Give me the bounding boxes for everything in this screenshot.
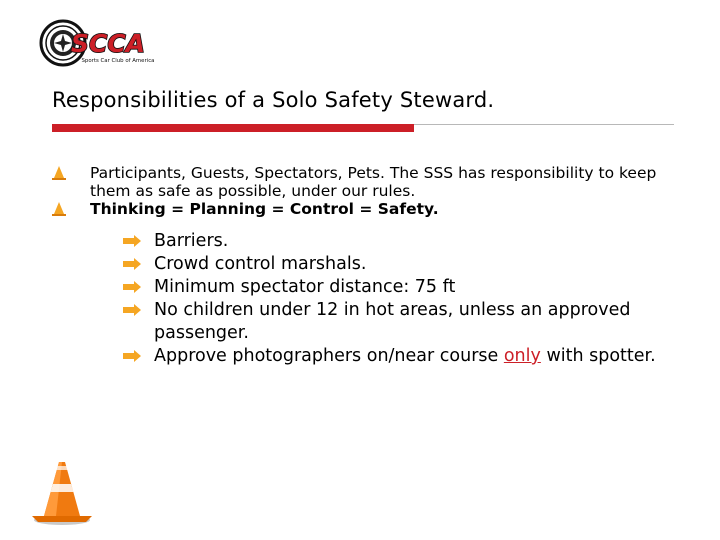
bullet-text: Participants, Guests, Spectators, Pets. The SSS has responsibility to keep them as safe as possible, under our rules. <box>90 164 657 200</box>
list-item <box>50 164 690 200</box>
list-item <box>122 276 682 299</box>
arrow-bullet-icon <box>122 257 142 271</box>
bullet-list <box>50 164 690 218</box>
bullet-text: Thinking = Planning = Control = Safety. <box>90 200 439 218</box>
logo-tagline: Sports Car Club of America <box>81 58 155 64</box>
sub-bullet-list <box>122 230 682 368</box>
sub-bullet-text: Minimum spectator distance: 75 ft <box>154 277 456 297</box>
cone-bullet-icon <box>52 165 66 181</box>
list-item <box>50 200 690 218</box>
list-item <box>122 230 682 253</box>
cone-bullet-icon <box>52 201 66 217</box>
slide-title: Responsibilities of a Solo Safety Steward. <box>52 88 495 112</box>
list-item <box>122 345 682 368</box>
scca-logo <box>38 18 162 68</box>
arrow-bullet-icon <box>122 349 142 363</box>
sub-bullet-text-after: with spotter. <box>540 346 656 366</box>
list-item <box>122 299 682 345</box>
logo-brand: SCCA <box>70 29 146 58</box>
emphasis-only: only <box>503 346 541 366</box>
arrow-bullet-icon <box>122 280 142 294</box>
sub-bullet-text-before: Approve photographers on/near course <box>154 346 504 366</box>
list-item <box>122 253 682 276</box>
title-accent-bar <box>52 124 414 132</box>
sub-bullet-text: No children under 12 in hot areas, unless an approved passenger. <box>154 300 631 343</box>
sub-bullet-text: Crowd control marshals. <box>154 254 367 274</box>
sub-bullet-text: Barriers. <box>154 231 229 251</box>
arrow-bullet-icon <box>122 303 142 317</box>
arrow-bullet-icon <box>122 234 142 248</box>
traffic-cone-icon <box>26 456 98 528</box>
